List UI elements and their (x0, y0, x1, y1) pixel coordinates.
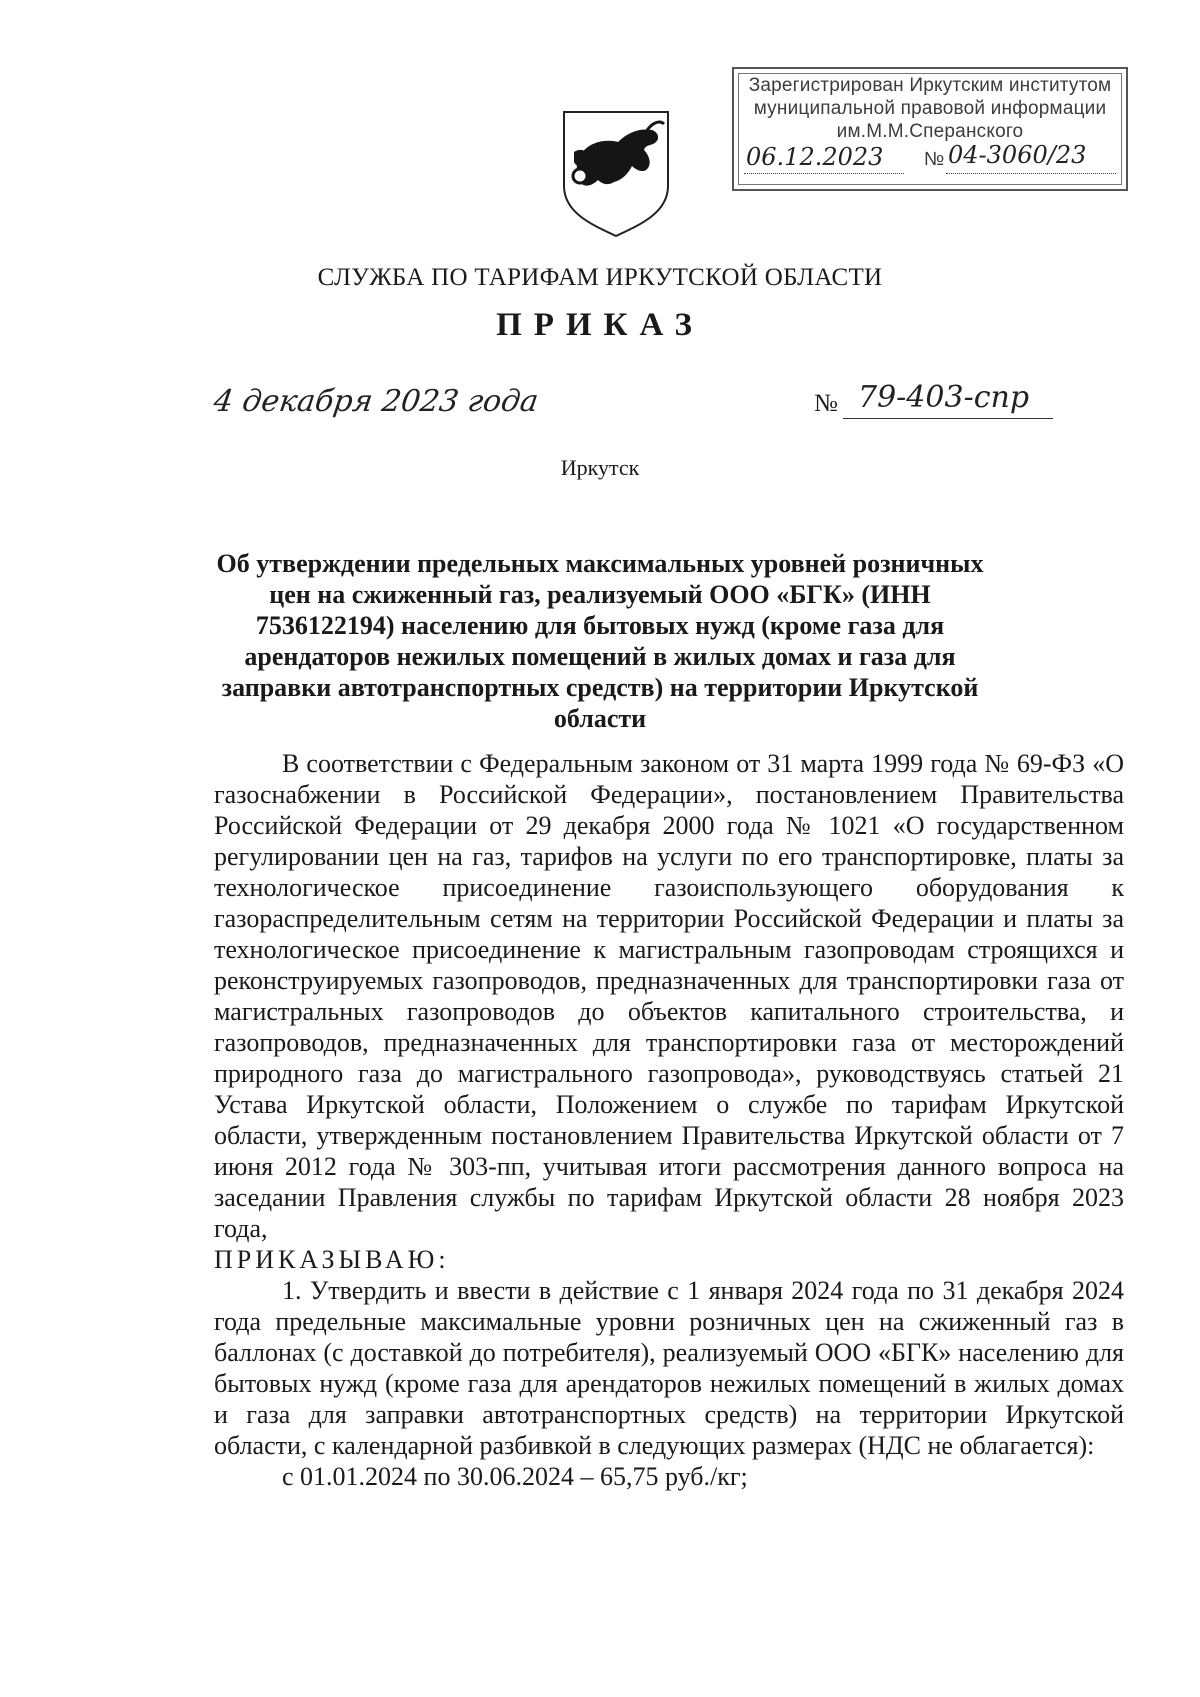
agency-name: СЛУЖБА ПО ТАРИФАМ ИРКУТСКОЙ ОБЛАСТИ (317, 264, 883, 291)
stamp-registration-number: 04-3060/23 (948, 141, 1087, 169)
order-date: 4 декабря 2023 года (211, 384, 541, 419)
document-type: ПРИКАЗ (496, 307, 704, 343)
document-title: Об утверждении предельных максимальных уровней розничных цен на сжиженный газ, реализуемый ООО «БГК» (ИНН 7536122194) населению для бытовых нужд (кроме газа для арендаторов нежилых помещений в жилых домах и газа для заправки автотранспортных средств) на территории Иркутской области (216, 549, 984, 733)
preamble-paragraph: В соответствии с Федеральным законом от 31 марта 1999 года № 69-ФЗ «О газоснабжении в Российской Федерации», постановлением Правительства Российской Федерации от 29 декабря 2000 года № 1021 «О государственном регулировании цен на газ, тарифов на услуги по его транспортировке, платы за технологическое присоединение газоиспользующего оборудования к газораспределительным сетям на территории Российской Федерации и платы за технологическое присоединение к магистральным газопроводам строящихся и реконструируемых газопроводов, предназначенных для транспортировки газа от магистральных газопроводов до объектов капитального строительства, и газопроводов, предназначенных для транспортировки газа от месторождений природного газа до магистрального газопровода», руководствуясь статьей 21 Устава Иркутской области, Положением о службе по тарифам Иркутской области, утвержденным постановлением Правительства Иркутской области от 7 июня 2012 года № 303-пп, учитывая итоги рассмотрения данного вопроса на заседании Правления службы по тарифам Иркутской области 28 ноября 2023 года, (214, 749, 1124, 1243)
order-number-underline (843, 418, 1053, 419)
stamp-registration-date: 06.12.2023 (746, 143, 884, 171)
stamp-line-3: им.М.М.Сперанского (836, 121, 1024, 142)
price-period-1: с 01.01.2024 по 30.06.2024 – 65,75 руб./кг; (282, 1462, 748, 1491)
stamp-number-underline (946, 173, 1116, 174)
stamp-line-2: муниципальной правовой информации (753, 98, 1107, 119)
stamp-date-underline (744, 173, 904, 174)
coat-of-arms-emblem (556, 108, 676, 240)
city: Иркутск (560, 455, 640, 480)
item-1-paragraph: 1. Утвердить и ввести в действие с 1 января 2024 года по 31 декабря 2024 года предельные максимальные уровни розничных цен на сжиженный газ в баллонах (с доставкой до потребителя), реализуемый ООО «БГК» населению для бытовых нужд (кроме газа для арендаторов нежилых помещений в жилых домах и газа для заправки автотранспортных средств) на территории Иркутской области, с календарной разбивкой в следующих размерах (НДС не облагается): (214, 1276, 1124, 1460)
order-number-label: № (814, 390, 838, 417)
document-body (214, 748, 1124, 1492)
stamp-line-1: Зарегистрирован Иркутским институтом (748, 75, 1112, 96)
registration-stamp (732, 67, 1128, 191)
stamp-number-label: № (924, 149, 945, 170)
order-word: ПРИКАЗЫВАЮ: (214, 1245, 450, 1274)
order-number: 79-403-спр (858, 380, 1030, 415)
